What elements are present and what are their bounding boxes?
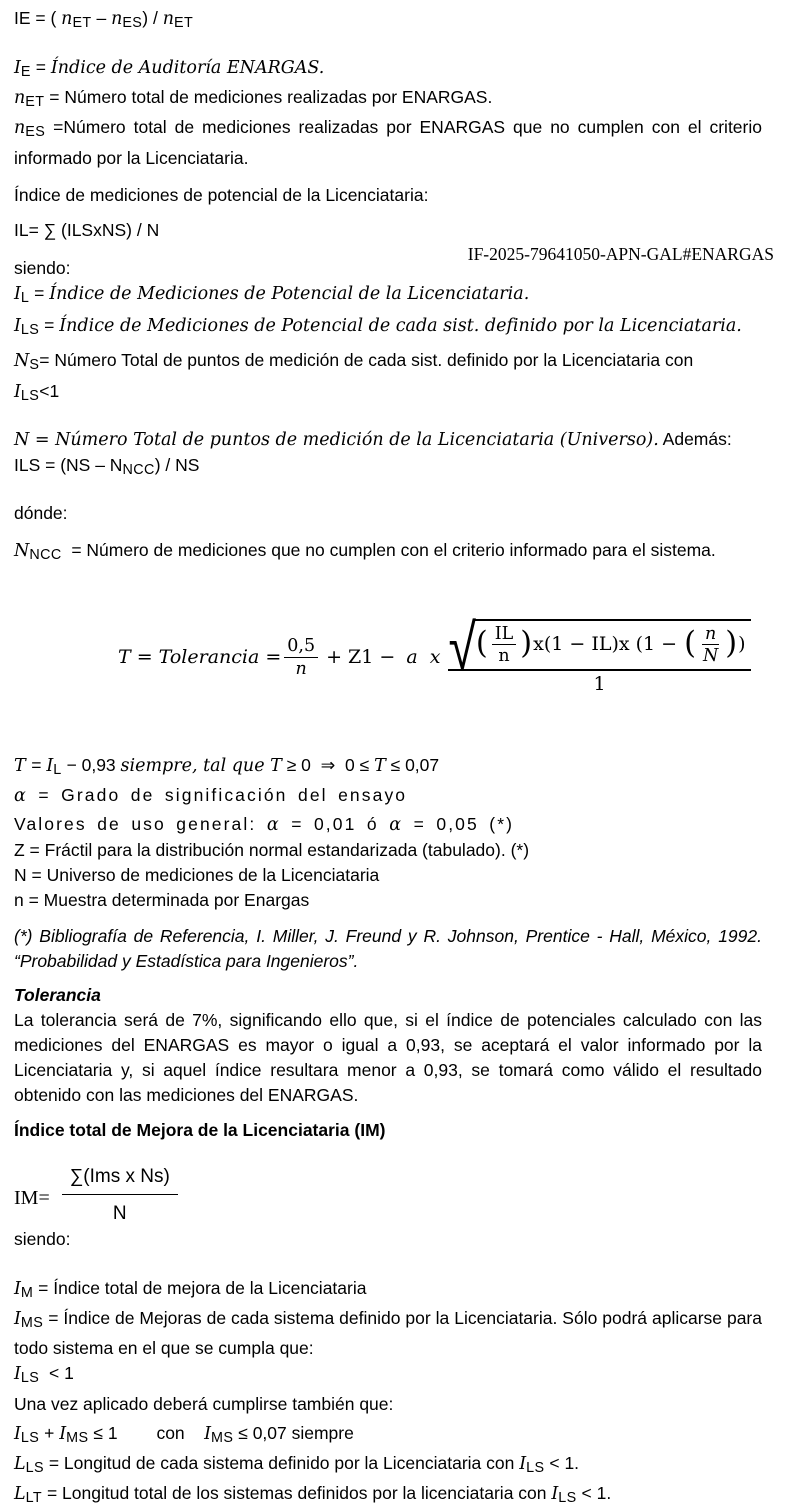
def-net: nET = Número total de mediciones realizadas por ENARGAS.	[14, 87, 493, 111]
def-il: IL = Índice de Mediciones de Potencial de la Licenciataria.	[14, 282, 530, 306]
square-root-icon: √	[448, 609, 476, 684]
fraction-il-n: IL n	[492, 624, 517, 666]
def-llt: LLT = Longitud total de los sistemas definidos por la licenciataria con ILS < 1.	[14, 1482, 612, 1506]
def-lls: LLS = Longitud de cada sistema definido por la Licenciataria con ILS < 1.	[14, 1452, 580, 1476]
def-t-093: T = IL − 0,93 siempre, tal que T ≥ 0 ⇒ 0 ≤ T ≤ 0,07	[14, 754, 440, 778]
label-donde: dónde:	[14, 503, 68, 524]
formula-im-lhs: IM=	[14, 1187, 50, 1210]
formula-ie: IE = ( nET – nES) / nET	[14, 8, 194, 32]
heading-indice-potencial: Índice de mediciones de potencial de la Licenciataria:	[14, 184, 429, 205]
document-reference-number: IF-2025-79641050-APN-GAL#ENARGAS	[467, 244, 774, 264]
tolerance-formula: T = Tolerancia = $\frac{0,5}{n}$ + Z1 − a x √ ( IL n ) x(1 − IL)x (1 − ( n N ) ) 1	[14, 619, 762, 697]
def-z: Z = Fráctil para la distribución normal estandarizada (tabulado). (*)	[14, 839, 530, 860]
def-valores-uso-general: Valores de uso general: α = 0,01 ó α = 0,05 (*)	[14, 813, 515, 835]
bibliography-note: (*) Bibliografía de Referencia, I. Miller, J. Freund y R. Johnson, Prentice - Hall, México, 1992. “Probabilidad y Estadística para Ingenieros”.	[14, 925, 762, 971]
fraction-ims-ns: $\frac{\text{∑(Ims x Ns)}}{N}$	[62, 1165, 178, 1227]
def-n-universo: N = Número Total de puntos de medición de la Licenciataria (Universo). Además:	[14, 429, 732, 451]
label-siendo-1: siendo:	[14, 257, 71, 278]
fraction-05-n: $\frac{0,5}{n}$	[284, 636, 318, 678]
def-nes: nES =Número total de mediciones realizadas por ENARGAS que no cumplen con el criterio informado por la Licenciataria.	[14, 117, 762, 168]
formula-il: IL= ∑ (ILSxNS) / N	[14, 219, 160, 240]
def-n-muestra: n = Muestra determinada por Enargas	[14, 889, 310, 910]
def-ils-lt1: ILS<1	[14, 381, 60, 405]
def-ns: NS= Número Total de puntos de medición de cada sist. definido por la Licenciataria con	[14, 349, 694, 374]
def-im: IM = Índice total de mejora de la Licenciataria	[14, 1278, 367, 1302]
tolerance-formula-lhs: T = Tolerancia =	[118, 645, 282, 668]
formula-im	[14, 1165, 762, 1227]
def-ie: IE = Índice de Auditoría ENARGAS.	[14, 57, 325, 81]
def-nncc: NNCC = Número de mediciones que no cumplen con el criterio informado para el sistema.	[14, 540, 716, 564]
def-n-universo-mediciones: N = Universo de mediciones de la Licenciataria	[14, 864, 380, 885]
def-ils-lt1-b: ILS < 1	[14, 1363, 74, 1387]
def-ils: ILS = Índice de Mediciones de Potencial de cada sist. definido por la Licenciataria.	[14, 314, 742, 338]
heading-indice-mejora: Índice total de Mejora de la Licenciataria (IM)	[14, 1119, 386, 1140]
def-ims: IMS = Índice de Mejoras de cada sistema definido por la Licenciataria. Sólo podrá aplicarse para todo sistema en el que se cumpla que:	[14, 1308, 762, 1359]
text-una-vez: Una vez aplicado deberá cumplirse también que:	[14, 1393, 394, 1414]
label-siendo-2: siendo:	[14, 1229, 71, 1250]
fraction-n-N: n N	[703, 623, 719, 666]
heading-tolerancia: Tolerancia	[14, 984, 101, 1005]
def-alpha: α = Grado de significación del ensayo	[14, 784, 408, 806]
sqrt-fraction: √ ( IL n ) x(1 − IL)x (1 − ( n N ) ) 1	[448, 619, 750, 697]
paragraph-tolerancia: La tolerancia será de 7%, significando ello que, si el índice de potenciales calculado con las mediciones del ENARGAS es mayor o igual a 0,93, se aceptará el valor informado por la Licenciataria y, si aquel índice resultara menor a 0,93, se tomará como válido el resultado obtenido con las mediciones del ENARGAS.	[14, 1009, 762, 1105]
formula-ils: ILS = (NS – NNCC) / NS	[14, 455, 200, 479]
formula-ils-ims: ILS + IMS ≤ 1 con IMS ≤ 0,07 siempre	[14, 1422, 354, 1446]
